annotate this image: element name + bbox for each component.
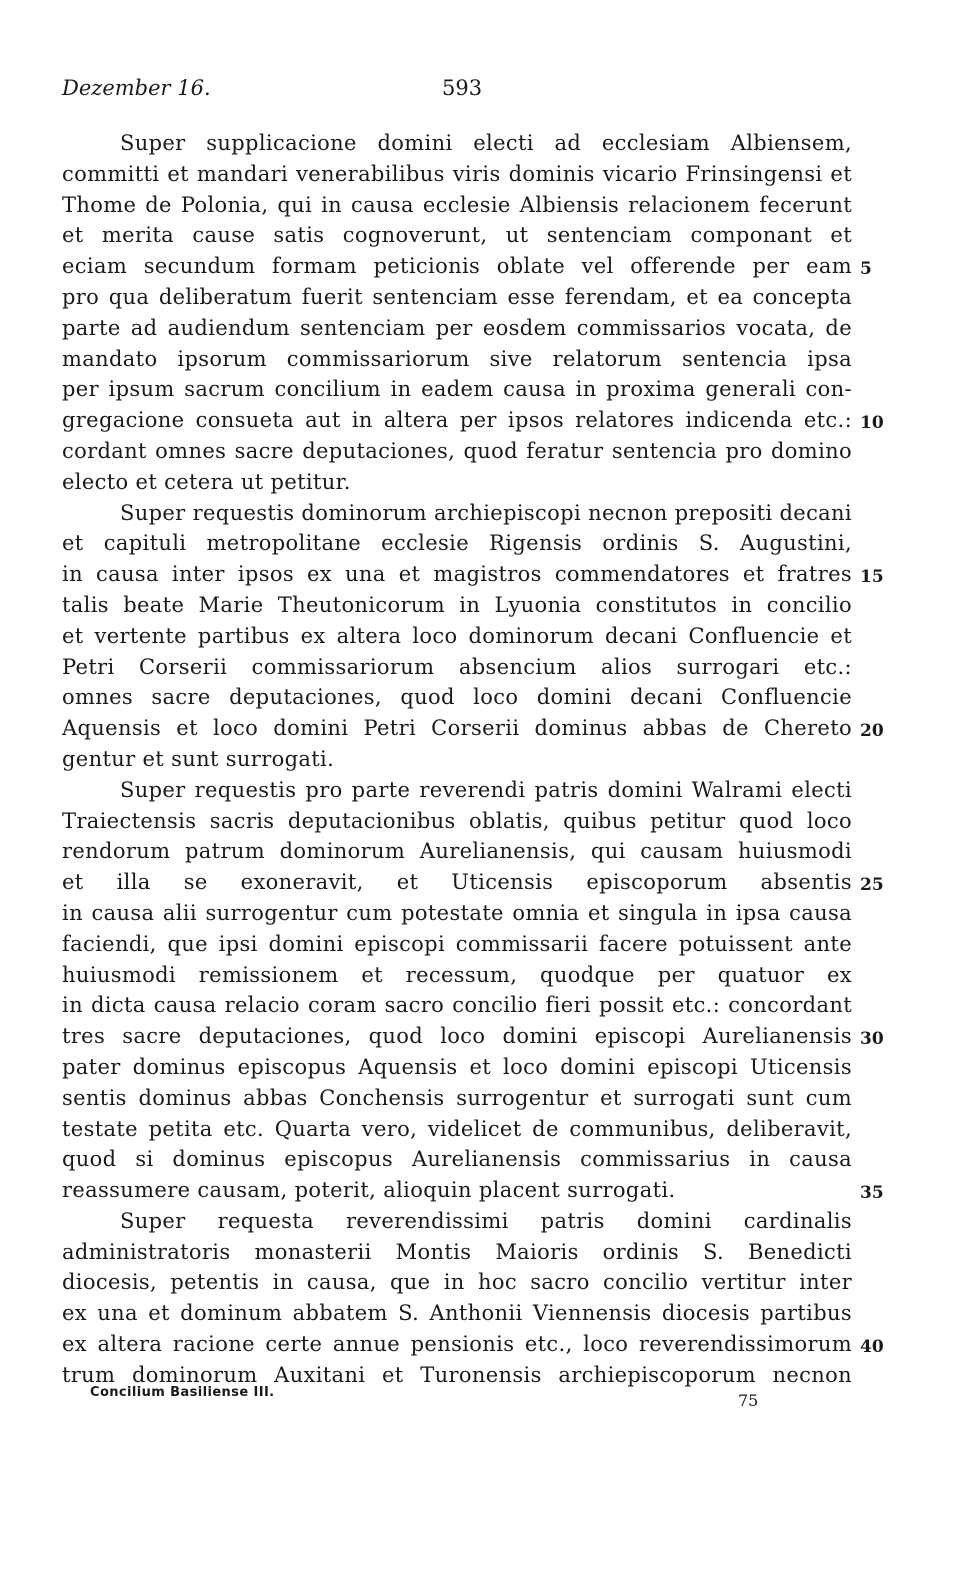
- page-header: [62, 76, 852, 106]
- text-line: electo et cetera ut petitur.: [62, 469, 351, 494]
- margin-line-number: 35: [860, 1183, 884, 1204]
- text-line: pro qua deliberatum fuerit sentenciam esse ferendam, et ea concepta: [62, 284, 852, 309]
- margin-line-number: 5: [860, 259, 872, 280]
- text-line: gentur et sunt surrogati.: [62, 746, 335, 771]
- page-number: 593: [442, 76, 483, 100]
- text-line: cordant omnes sacre deputaciones, quod feratur sentencia pro domino: [62, 438, 852, 463]
- margin-line-number: 25: [860, 875, 884, 896]
- text-line: gregacione consueta aut in altera per ipsos relatores indicenda etc.:: [62, 408, 852, 433]
- text-line: Super supplicacione domini electi ad ecclesiam Albiensem,: [120, 131, 852, 155]
- margin-line-number: 15: [860, 567, 884, 588]
- text-line: testate petita etc. Quarta vero, videlicet de communibus, deliberavit,: [62, 1116, 852, 1141]
- margin-line-number: 10: [860, 413, 884, 434]
- text-line: rendorum patrum dominorum Aurelianensis, qui causam huiusmodi: [62, 839, 852, 864]
- text-line: Petri Corserii commissariorum absencium alios surrogari etc.:: [62, 654, 852, 679]
- text-line: quod si dominus episcopus Aurelianensis commissarius in causa: [62, 1147, 852, 1172]
- running-head: Dezember 16.: [62, 76, 211, 100]
- text-line: in dicta causa relacio coram sacro concilio fieri possit etc.: concordant: [62, 993, 852, 1018]
- text-line: mandato ipsorum commissariorum sive relatorum sentencia ipsa: [62, 346, 852, 371]
- margin-line-number: 40: [860, 1337, 884, 1358]
- text-line: Traiectensis sacris deputacionibus oblatis, quibus petitur quod loco: [62, 808, 852, 833]
- text-line: pater dominus episcopus Aquensis et loco domini episcopi Uticensis: [62, 1054, 852, 1079]
- text-line: committi et mandari venerabilibus viris dominis vicario Frinsingensi et: [62, 161, 852, 186]
- text-line: Super requestis dominorum archiepiscopi necnon prepositi decani: [120, 500, 852, 525]
- signature-mark: Concilium Basiliense III.: [90, 1385, 275, 1400]
- text-line: trum dominorum Auxitani et Turonensis archiepiscoporum necnon: [62, 1362, 852, 1387]
- text-line: ex altera racione certe annue pensionis etc., loco reverendissimorum: [62, 1332, 852, 1357]
- text-line: sentis dominus abbas Conchensis surrogentur et surrogati sunt cum: [62, 1085, 852, 1110]
- text-line: eciam secundum formam peticionis oblate vel offerende per eam: [62, 254, 852, 279]
- text-line: talis beate Marie Theutonicorum in Lyuonia constitutos in concilio: [62, 592, 852, 617]
- margin-line-number: 30: [860, 1029, 884, 1050]
- text-line: et capituli metropolitane ecclesie Rigensis ordinis S. Augustini,: [62, 531, 852, 556]
- text-line: parte ad audiendum sentenciam per eosdem commissarios vocata, de: [62, 315, 852, 340]
- body-text: [62, 128, 852, 1391]
- text-line: Super requestis pro parte reverendi patris domini Walrami electi: [120, 777, 852, 802]
- text-line: omnes sacre deputaciones, quod loco domini decani Confluencie: [62, 685, 852, 710]
- text-line: reassumere causam, poterit, alioquin placent surrogati.: [62, 1178, 676, 1203]
- text-line: per ipsum sacrum concilium in eadem causa in proxima generali con-: [62, 377, 852, 402]
- text-line: et vertente partibus ex altera loco dominorum decani Confluencie et: [62, 623, 852, 648]
- text-line: administratoris monasterii Montis Maioris ordinis S. Benedicti: [62, 1239, 852, 1264]
- page-footer: [90, 1385, 800, 1415]
- text-line: in causa alii surrogentur cum potestate omnia et singula in ipsa causa: [62, 900, 852, 925]
- text-line: Thome de Polonia, qui in causa ecclesie Albiensis relacionem fecerunt: [62, 192, 852, 217]
- text-line: in causa inter ipsos ex una et magistros commendatores et fratres: [62, 562, 852, 587]
- text-line: et merita cause satis cognoverunt, ut sentenciam componant et: [62, 223, 852, 248]
- text-line: Super requesta reverendissimi patris domini cardinalis: [120, 1208, 852, 1233]
- text-line: faciendi, que ipsi domini episcopi commissarii facere potuissent ante: [62, 931, 852, 956]
- text-line: et illa se exoneravit, et Uticensis episcoporum absentis: [62, 870, 852, 895]
- text-line: huiusmodi remissionem et recessum, quodque per quatuor ex: [62, 962, 852, 987]
- margin-line-number: 20: [860, 721, 884, 742]
- text-line: ex una et dominum abbatem S. Anthonii Viennensis diocesis partibus: [62, 1301, 852, 1326]
- sheet-number: 75: [738, 1391, 759, 1410]
- text-line: tres sacre deputaciones, quod loco domini episcopi Aurelianensis: [62, 1024, 852, 1049]
- text-line: diocesis, petentis in causa, que in hoc sacro concilio vertitur inter: [62, 1270, 852, 1295]
- text-line: Aquensis et loco domini Petri Corserii dominus abbas de Chereto: [62, 716, 852, 741]
